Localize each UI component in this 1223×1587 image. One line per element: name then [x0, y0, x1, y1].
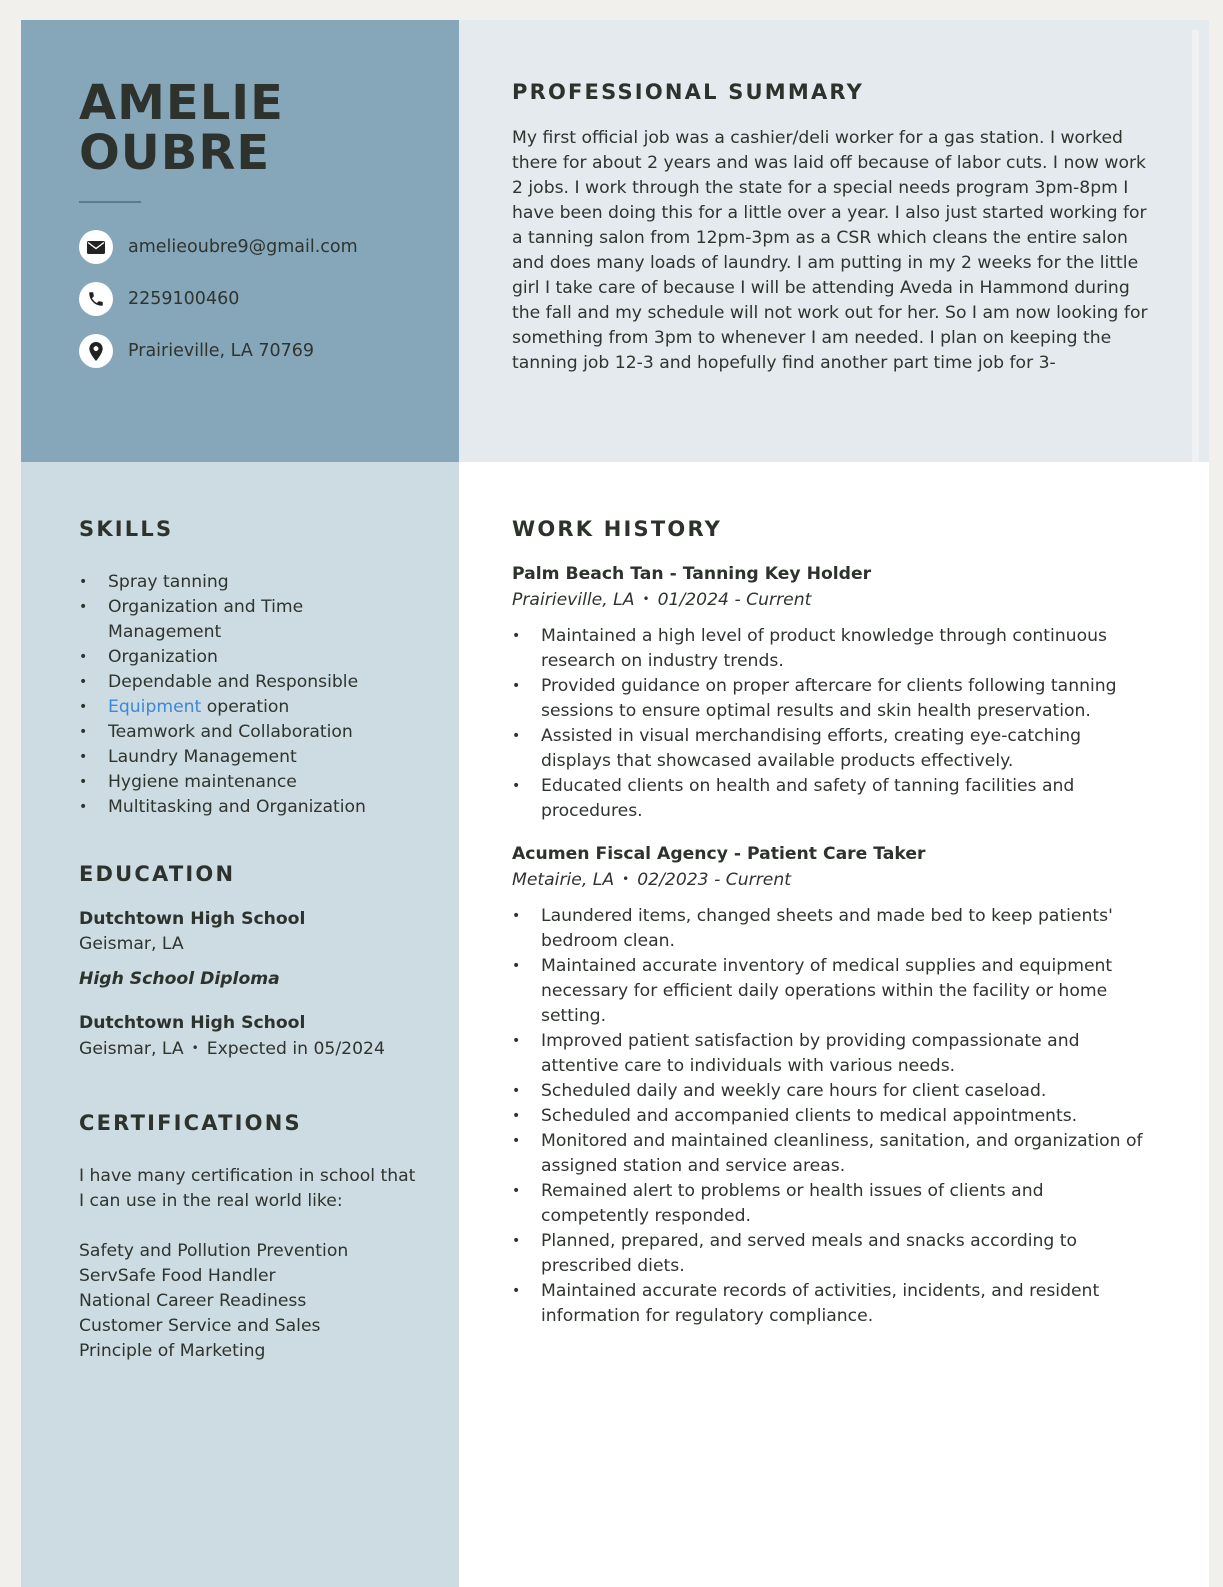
job-bullets [512, 624, 1152, 824]
summary-text: My first official job was a cashier/deli worker for a gas station. I worked there for about 2 years and was laid off because of labor cuts. I now work 2 jobs. I work through the state for a special needs program 3pm-8pm I have been doing this for a little over a year. I also just started working for a tanning salon from 12pm-3pm as a CSR which cleans the entire salon and does many loads of laundry. I am putting in my 2 weeks for the little girl I take care of because I will be attending Aveda in Hammond during the fall and my schedule will not work out for her. So I am now looking for something from 3pm to whenever I am needed. I plan on keeping the tanning job 12-3 and hopefully find another part time job for 3- [512, 128, 1148, 373]
job-bullet: • Monitored and maintained cleanliness, sanitation, and organization of assigned station and service areas. [512, 1129, 1152, 1179]
job-bullet: • Improved patient satisfaction by providing compassionate and attentive care to individuals with various needs. [512, 1029, 1152, 1079]
skill-item-equipment [79, 695, 419, 720]
skill-item: • Dependable and Responsible [79, 670, 419, 695]
education-entry [79, 1011, 439, 1062]
job-bullet: • Laundered items, changed sheets and made bed to keep patients' bedroom clean. [512, 904, 1152, 954]
job-bullet: • Scheduled and accompanied clients to medical appointments. [512, 1104, 1152, 1129]
contact-location [79, 334, 314, 368]
candidate-name [79, 75, 284, 181]
job-meta [512, 867, 1152, 893]
contact-phone[interactable] [79, 282, 239, 316]
skills-list [79, 570, 419, 820]
contact-email[interactable] [79, 230, 358, 264]
education-entry [79, 907, 439, 992]
separator-dot: • [622, 872, 630, 886]
skill-item: • Multitasking and Organization [79, 795, 419, 820]
certification-item: Safety and Pollution Prevention [79, 1241, 349, 1261]
skill-item: • Organization and Time Management [79, 595, 419, 645]
skills-heading: SKILLS [79, 517, 174, 541]
job-title: Acumen Fiscal Agency - Patient Care Taker [512, 844, 926, 864]
school-name: Dutchtown High School [79, 909, 306, 929]
job-bullet: • Maintained accurate inventory of medical supplies and equipment necessary for efficient daily operations within the facility or home setting. [512, 954, 1152, 1029]
envelope-icon [79, 230, 113, 264]
job-dates: 02/2023 - Current [637, 870, 791, 890]
first-name: AMELIE [79, 75, 284, 131]
job-bullet: • Remained alert to problems or health issues of clients and competently responded. [512, 1179, 1152, 1229]
degree: High School Diploma [79, 969, 280, 989]
map-pin-icon [79, 334, 113, 368]
name-divider [79, 201, 141, 203]
job-location: Metairie, LA [512, 870, 615, 890]
school-location: Geismar, LA [79, 934, 184, 954]
certification-item: Customer Service and Sales [79, 1316, 321, 1336]
separator-dot: • [642, 592, 650, 606]
location-text: Prairieville, LA 70769 [128, 341, 315, 361]
last-name: OUBRE [79, 125, 271, 181]
job-bullet: • Assisted in visual merchandising efforts, creating eye-catching displays that showcased available products effectively. [512, 724, 1152, 774]
graduation-date: Expected in 05/2024 [206, 1039, 385, 1059]
job-bullet: • Scheduled daily and weekly care hours for client caseload. [512, 1079, 1152, 1104]
education-heading: EDUCATION [79, 862, 236, 886]
certification-item: ServSafe Food Handler [79, 1266, 276, 1286]
school-location: Geismar, LA [79, 1039, 184, 1059]
summary-heading: PROFESSIONAL SUMMARY [512, 80, 865, 104]
phone-text[interactable]: 2259100460 [128, 289, 240, 309]
skill-item: • Spray tanning [79, 570, 419, 595]
email-text[interactable]: amelieoubre9@gmail.com [128, 237, 358, 257]
skill-item: • Organization [79, 645, 419, 670]
certification-item: National Career Readiness [79, 1291, 307, 1311]
school-location-date [79, 1036, 439, 1062]
job-bullet: • Maintained accurate records of activities, incidents, and resident information for regulatory compliance. [512, 1279, 1152, 1329]
phone-icon [79, 282, 113, 316]
skill-highlight-link[interactable]: Equipment [108, 697, 202, 717]
resume-page [21, 20, 1209, 1587]
work-history-heading: WORK HISTORY [512, 517, 723, 541]
certification-item: Principle of Marketing [79, 1341, 266, 1361]
job-bullets [512, 904, 1152, 1329]
job-dates: 01/2024 - Current [657, 590, 812, 610]
job-bullet: • Provided guidance on proper aftercare for clients following tanning sessions to ensure optimal results and skin health preservation. [512, 674, 1152, 724]
school-name: Dutchtown High School [79, 1013, 306, 1033]
job-entry [512, 562, 1152, 824]
job-entry [512, 842, 1152, 1329]
certifications-list [79, 1239, 419, 1364]
skill-item: • Hygiene maintenance [79, 770, 419, 795]
job-bullet: • Educated clients on health and safety of tanning facilities and procedures. [512, 774, 1152, 824]
separator-dot: • [191, 1041, 199, 1055]
job-title: Palm Beach Tan - Tanning Key Holder [512, 564, 872, 584]
job-location: Prairieville, LA [512, 590, 635, 610]
skill-item-rest: operation [201, 697, 290, 717]
certifications-intro: I have many certification in school that I can use in the real world like: [79, 1166, 416, 1211]
job-bullet: • Planned, prepared, and served meals and snacks according to prescribed diets. [512, 1229, 1152, 1279]
skill-item: • Laundry Management [79, 745, 419, 770]
certifications-heading: CERTIFICATIONS [79, 1111, 302, 1135]
skill-item: • Teamwork and Collaboration [79, 720, 419, 745]
job-bullet: • Maintained a high level of product knowledge through continuous research on industry trends. [512, 624, 1152, 674]
header-right-edge [1192, 30, 1199, 462]
job-meta [512, 587, 1152, 613]
